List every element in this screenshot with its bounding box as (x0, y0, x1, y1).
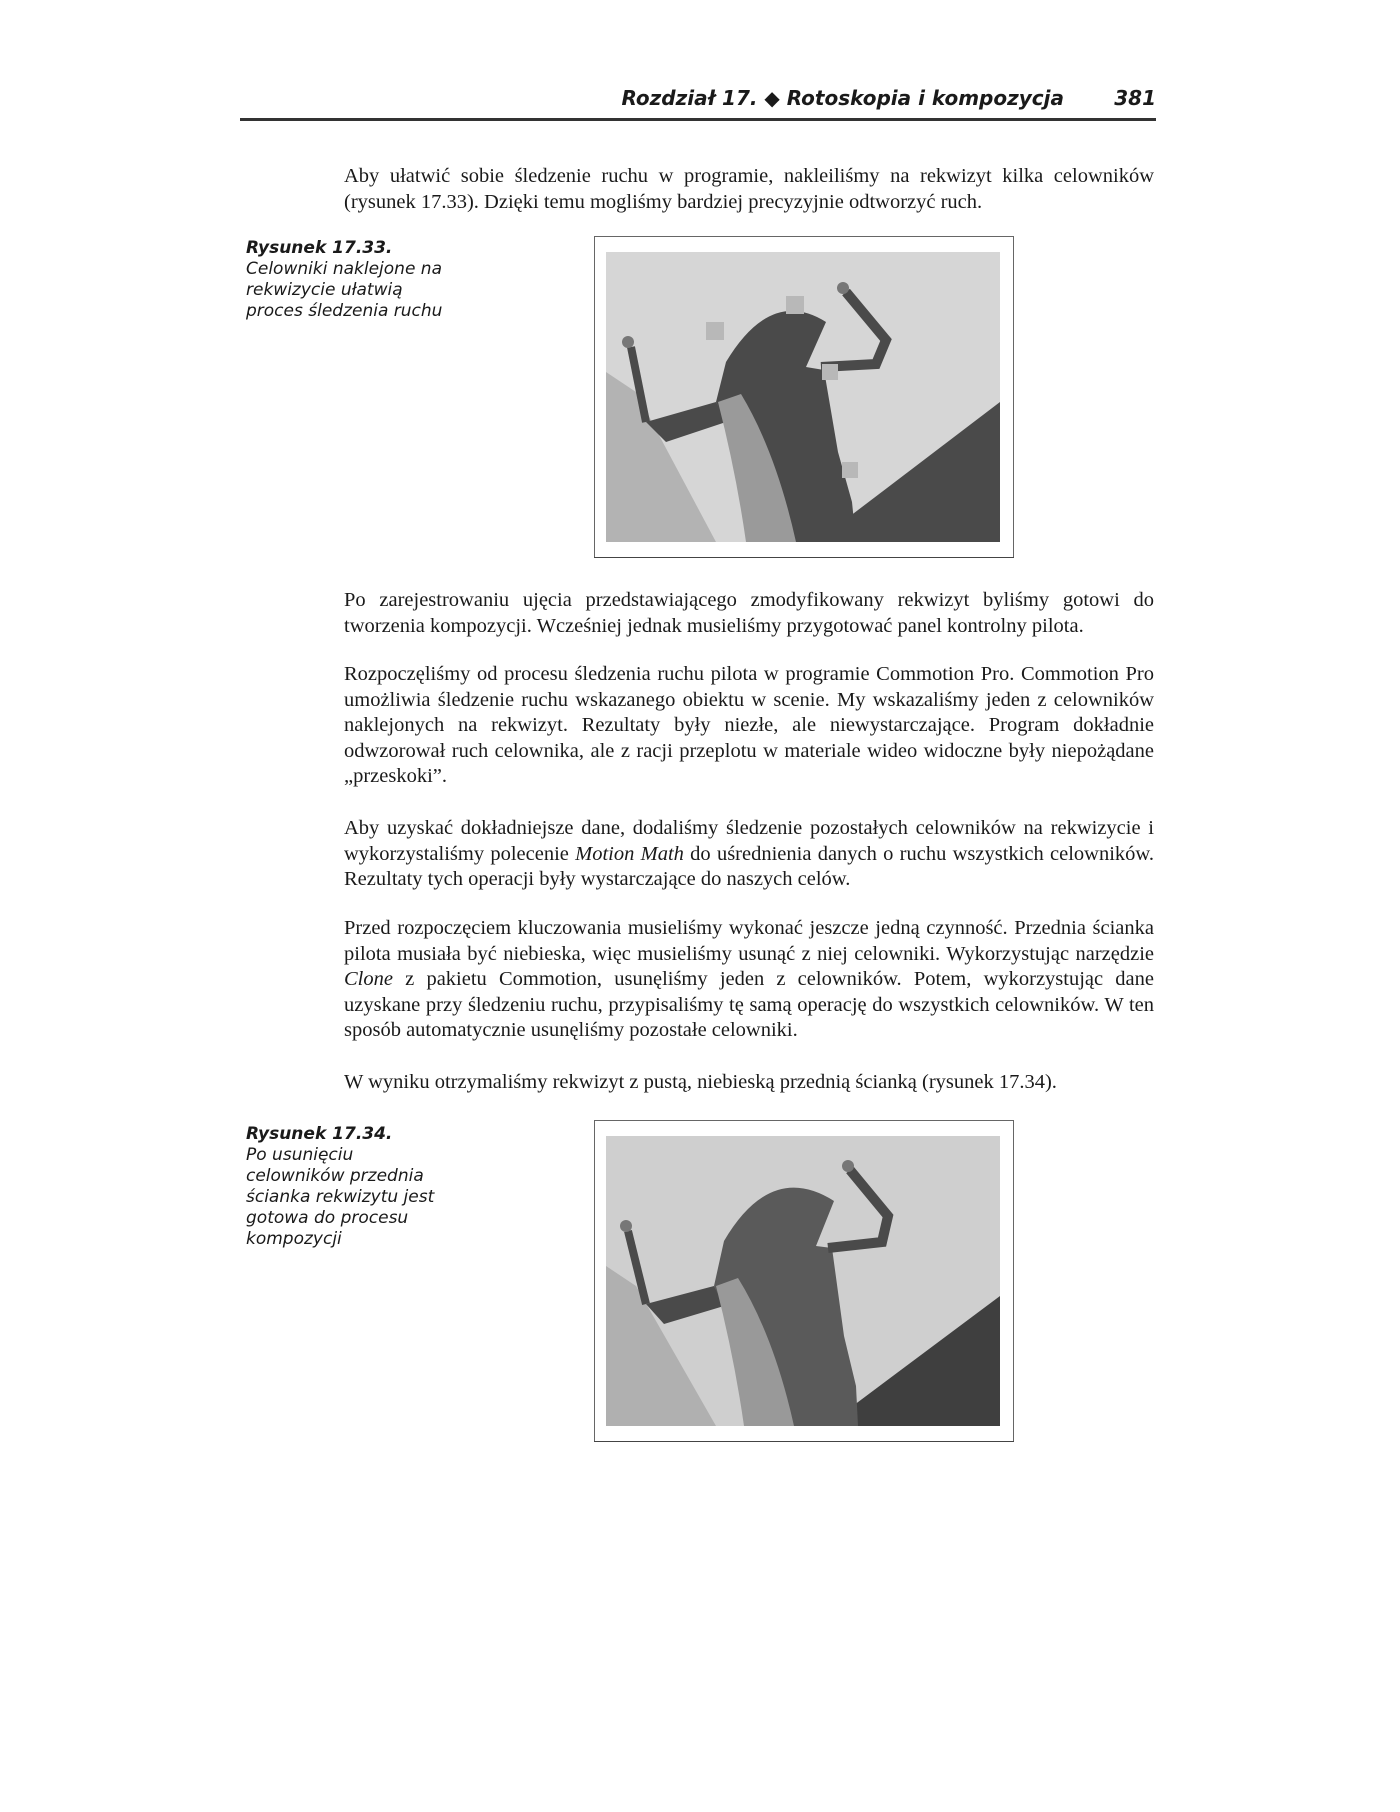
command-name: Motion Math (575, 842, 684, 865)
text-run: z pakietu Commotion, usunęliśmy jeden z celowników. Potem, wykorzystując dane uzyskane przy śledzeniu ruchu, przypisaliśmy tę samą operację do wszystkich celowników. W ten sposób automatycznie usunęliśmy pozostałe celowniki. (344, 968, 1154, 1041)
figure-17-34-image (594, 1120, 1014, 1442)
figure-17-33-image (594, 236, 1014, 558)
paragraph-2: Po zarejestrowaniu ujęcia przedstawiającego zmodyfikowany rekwizyt byliśmy gotowi do tworzenia kompozycji. Wcześniej jednak musieliśmy przygotować panel kontrolny pilota. (344, 589, 1154, 637)
paragraph-5 (344, 916, 1154, 1044)
page-number: 381 (1114, 86, 1156, 110)
photo-remote-prop-blank-icon (606, 1136, 1000, 1426)
figure-frame (594, 1120, 1014, 1121)
tool-name: Clone (344, 968, 393, 990)
figure-caption-17-34 (246, 1124, 456, 1250)
text-run: do uśrednienia danych o ruchu wszystkich celowników. Rezultaty tych operacji były wystarczające do naszych celów. (344, 842, 1154, 890)
figure-caption-text: Po usunięciu celowników przednia ścianka rekwizytu jest gotowa do procesu kompozycji (246, 1145, 435, 1249)
figure-label: Rysunek 17.34. (246, 1124, 393, 1144)
running-title: Rozdział 17. ◆ Rotoskopia i kompozycja (621, 86, 1064, 110)
figure-frame (594, 1441, 1014, 1442)
paragraph-1: Aby ułatwić sobie śledzenie ruchu w programie, nakleiliśmy na rekwizyt kilka celowników (rysunek 17.33). Dzięki temu mogliśmy bardziej precyzyjnie odtworzyć ruch. (344, 165, 1154, 213)
figure-frame (594, 236, 1014, 237)
paragraph-3: Rozpoczęliśmy od procesu śledzenia ruchu pilota w programie Commotion Pro. Commotion Pro umożliwia śledzenie ruchu wskazanego obiektu w scenie. My wskazaliśmy jeden z celowników naklejonych na rekwizyt. Rezultaty były niezłe, ale niewystarczające. Program dokładnie odwzorował ruch celownika, ale z racji przeplotu w materiale wideo widoczne były niepożądane „przeskoki”. (344, 663, 1154, 787)
figure-frame (1013, 236, 1014, 558)
paragraph-4 (344, 816, 1154, 893)
text-run: Przed rozpoczęciem kluczowania musieliśmy wykonać jeszcze jedną czynność. Przednia ścianka pilota musiała być niebieska, więc musieliśmy usunąć z niej celowniki. Wykorzystując narzędzie (344, 917, 1154, 965)
figure-frame (1013, 1120, 1014, 1442)
figure-frame (594, 1120, 595, 1442)
paragraph-6: W wyniku otrzymaliśmy rekwizyt z pustą, niebieską przednią ścianką (rysunek 17.34). (344, 1071, 1057, 1093)
figure-frame (594, 236, 595, 558)
figure-caption-17-33 (246, 238, 456, 322)
figure-frame (594, 557, 1014, 558)
running-header (240, 84, 1156, 121)
figure-caption-text: Celowniki naklejone na rekwizycie ułatwią proces śledzenia ruchu (246, 259, 443, 321)
text-run: Aby uzyskać dokładniejsze dane, dodaliśmy śledzenie pozostałych celowników na rekwizycie i wykorzystaliśmy polecenie (344, 817, 1154, 865)
figure-label: Rysunek 17.33. (246, 238, 393, 258)
photo-remote-prop-markers-icon (606, 252, 1000, 542)
